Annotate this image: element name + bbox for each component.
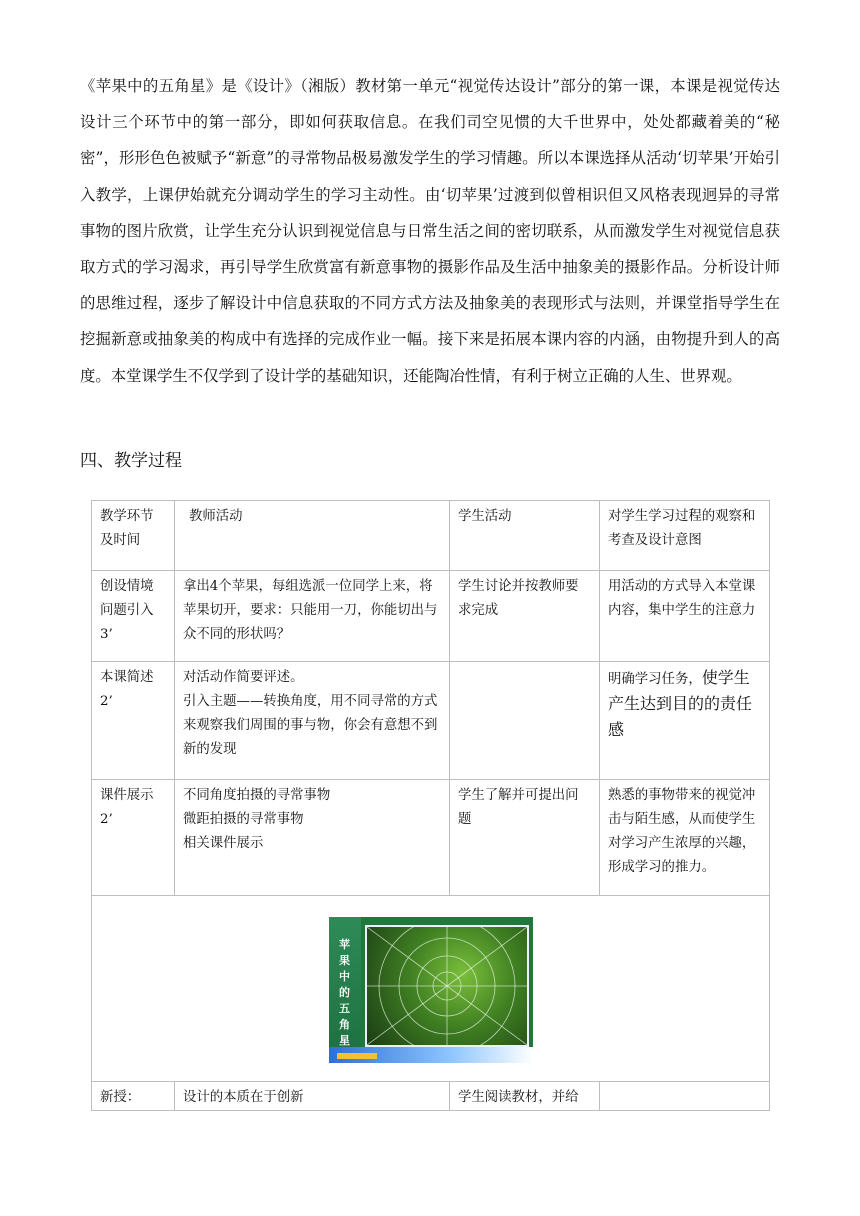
intent-cell: 用活动的方式导入本堂课内容，集中学生的注意力 — [600, 571, 770, 662]
header-intent: 对学生学习过程的观察和考查及设计意图 — [600, 501, 770, 571]
intro-paragraph: 《苹果中的五角星》是《设计》（湘版）教材第一单元“视觉传达设计”部分的第一课，本课是视觉传达设计三个环节中的第一部分，即如何获取信息。在我们司空见惯的大千世界中，处处都藏着美的“秘密”，形形色色被赋予“新意”的寻常物品极易激发学生的学习情趣。所以本课选择从活动‘切苹果’开始引入教学，上课伊始就充分调动学生的学习主动性。由‘切苹果’过渡到似曾相识但又风格表现迥异的寻常事物的图片欣赏，让学生充分认识到视觉信息与日常生活之间的密切联系，从而激发学生对视觉信息获取方式的学习渴求，再引导学生欣赏富有新意事物的摄影作品及生活中抽象美的摄影作品。分析设计师的思维过程，逐步了解设计中信息获取的不同方式方法及抽象美的表现形式与法则，并课堂指导学生在挖掘新意或抽象美的构成中有选择的完成作业一幅。接下来是拓展本课内容的内涵，由物提升到人的高度。本堂课学生不仅学到了设计学的基础知识，还能陶冶性情，有利于树立正确的人生、世界观。 — [80, 77, 780, 385]
teacher-cell — [175, 662, 450, 780]
stage-cell: 创设情境问题引入3’ — [92, 571, 175, 662]
table-header-row — [92, 501, 770, 571]
stage-cell: 新授： — [92, 1082, 175, 1111]
courseware-slide-image — [329, 917, 533, 1063]
teacher-cell: 设计的本质在于创新 — [175, 1082, 450, 1111]
teacher-cell — [175, 780, 450, 896]
stage-cell: 课件展示2’ — [92, 780, 175, 896]
teacher-cell — [175, 571, 450, 662]
intent-cell — [600, 662, 770, 780]
student-cell — [450, 662, 600, 780]
teacher-line: 微距拍摄的寻常事物 — [183, 812, 304, 827]
teaching-process-table — [91, 500, 770, 1111]
table-row — [92, 662, 770, 780]
student-cell: 学生阅读教材，并给 — [450, 1082, 600, 1111]
stage-cell: 本课简述2’ — [92, 662, 175, 780]
student-cell: 学生讨论并按教师要求完成 — [450, 571, 600, 662]
teacher-line: 引入主题——转换角度，用不同寻常的方式来观察我们周围的事与物，你会有意想不到新的发现 — [183, 694, 438, 757]
slide-vertical-title: 苹果中的五角星 — [339, 938, 350, 1047]
intent-cell: 熟悉的事物带来的视觉冲击与陌生感，从而使学生对学习产生浓厚的兴趣，形成学习的推力。 — [600, 780, 770, 896]
table-row — [92, 1082, 770, 1111]
teacher-line: 对活动作简要评述。 — [183, 670, 304, 685]
image-cell — [92, 896, 770, 1082]
section-heading: 四、教学过程 — [80, 451, 182, 471]
teacher-line: 相关课件展示 — [183, 836, 264, 851]
header-student: 学生活动 — [450, 501, 600, 571]
spider-web-graphic — [367, 927, 527, 1045]
table-image-row — [92, 896, 770, 1082]
teacher-line: 拿出4个苹果，每组选派一位同学上来，将苹果切开，要求：只能用一刀，你能切出与众不同的形状吗？ — [183, 579, 438, 642]
table-row — [92, 571, 770, 662]
spider-web-photo — [365, 925, 529, 1047]
intent-text: 明确学习任务， — [608, 672, 702, 687]
student-cell: 学生了解并可提出问题 — [450, 780, 600, 896]
slide-bottom-accent — [337, 1053, 377, 1059]
intent-emphasis-text: 使学生产生达到目的的责任感 — [608, 668, 753, 739]
table-row — [92, 780, 770, 896]
header-teacher: 教师活动 — [175, 501, 450, 571]
teacher-line: 不同角度拍摄的寻常事物 — [183, 788, 331, 803]
intent-cell — [600, 1082, 770, 1111]
header-stage: 教学环节及时间 — [92, 501, 175, 571]
